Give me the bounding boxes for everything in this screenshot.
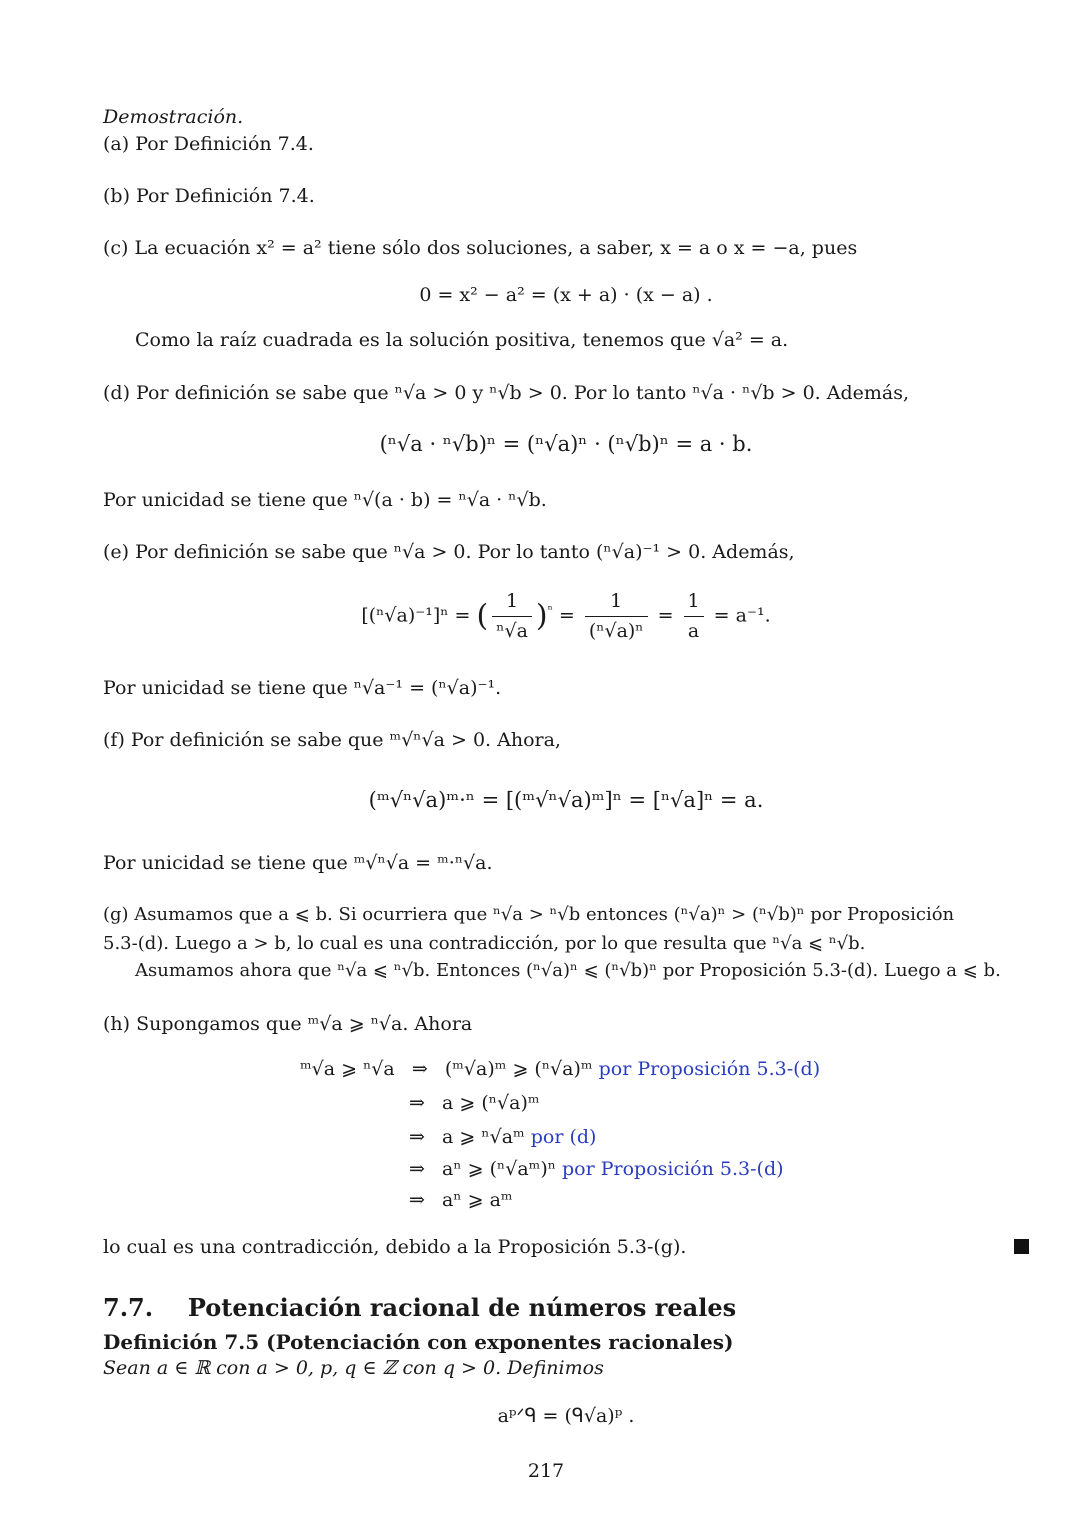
item-c-equation: 0 = x² − a² = (x + a) · (x − a) .	[419, 284, 713, 306]
section-number: 7.7.	[103, 1293, 154, 1322]
definition-equation: aᵖᐟᑫ = (ᑫ√a)ᵖ .	[497, 1405, 635, 1427]
item-f-conclusion: Por unicidad se tiene que ᵐ√ⁿ√a = ᵐ·ⁿ√a.	[103, 852, 493, 874]
step-expr: (ᵐ√a)ᵐ ⩾ (ⁿ√a)ᵐ	[444, 1058, 593, 1080]
eq-e-left: [(ⁿ√a)⁻¹]ⁿ =	[361, 604, 471, 627]
implies-icon: ⇒	[409, 1189, 425, 1211]
item-d: (d) Por definición se sabe que ⁿ√a > 0 y ⁿ√b > 0. Por lo tanto ⁿ√a · ⁿ√b > 0. Además,	[103, 382, 910, 404]
derivation-step-5	[398, 1191, 513, 1210]
frac-3	[684, 590, 704, 643]
frac-2	[585, 590, 648, 643]
item-f-equation: (ᵐ√ⁿ√a)ᵐ·ⁿ = [(ᵐ√ⁿ√a)ᵐ]ⁿ = [ⁿ√a]ⁿ = a.	[368, 788, 764, 812]
derivation-step-2	[398, 1094, 540, 1113]
step-ref: por Proposición 5.3-(d)	[598, 1058, 821, 1080]
frac-2-den: (ⁿ√a)ⁿ	[588, 619, 644, 642]
item-f: (f) Por definición se sabe que ᵐ√ⁿ√a > 0. Ahora,	[103, 729, 561, 751]
eq-e-exponent: ⁿ	[547, 602, 553, 617]
frac-3-den: a	[687, 619, 700, 642]
item-c-continuation: Como la raíz cuadrada es la solución positiva, tenemos que √a² = a.	[135, 329, 789, 351]
item-b: (b) Por Definición 7.4.	[103, 185, 315, 207]
derivation-step-4	[398, 1160, 784, 1179]
item-d-equation: (ⁿ√a · ⁿ√b)ⁿ = (ⁿ√a)ⁿ · (ⁿ√b)ⁿ = a · b.	[379, 432, 753, 456]
qed-square-icon	[1014, 1239, 1029, 1254]
item-e-conclusion: Por unicidad se tiene que ⁿ√a⁻¹ = (ⁿ√a)⁻¹.	[103, 677, 502, 699]
page-number: 217	[527, 1460, 565, 1482]
implies-icon: ⇒	[409, 1158, 425, 1180]
derivation-step-3	[398, 1128, 596, 1147]
item-d-conclusion: Por unicidad se tiene que ⁿ√(a · b) = ⁿ√a · ⁿ√b.	[103, 489, 547, 511]
implies-icon: ⇒	[409, 1126, 425, 1148]
frac-1	[492, 590, 532, 643]
step-expr: a ⩾ (ⁿ√a)ᵐ	[442, 1092, 540, 1114]
implies-icon: ⇒	[411, 1058, 428, 1080]
step-expr: aⁿ ⩾ aᵐ	[442, 1189, 513, 1211]
item-c: (c) La ecuación x² = a² tiene sólo dos soluciones, a saber, x = a o x = −a, pues	[103, 237, 858, 259]
item-e: (e) Por definición se sabe que ⁿ√a > 0. Por lo tanto (ⁿ√a)⁻¹ > 0. Además,	[103, 541, 795, 563]
frac-3-num: 1	[684, 590, 704, 617]
item-g-line-1: (g) Asumamos que a ⩽ b. Si ocurriera que ⁿ√a > ⁿ√b entonces (ⁿ√a)ⁿ > (ⁿ√b)ⁿ por Proposición	[103, 904, 955, 925]
item-e-equation: [(ⁿ√a)⁻¹]ⁿ = ( $\frac{1}{\text{ⁿ√a}}$ )$^{^n}$ = $\frac{1}{\text{(ⁿ√a)ⁿ}}$ = $\frac{1}{a}$ = a⁻¹.	[361, 590, 771, 642]
step-ref: por (d)	[530, 1126, 597, 1148]
item-g-line-2: 5.3-(d). Luego a > b, lo cual es una contradicción, por lo que resulta que ⁿ√a ⩽ ⁿ√b.	[103, 933, 866, 954]
frac-1-den: ⁿ√a	[496, 619, 528, 642]
step-expr: aⁿ ⩾ (ⁿ√aᵐ)ⁿ	[442, 1158, 556, 1180]
derivation-lhs: ᵐ√a ⩾ ⁿ√a	[300, 1058, 395, 1080]
definition-title: Definición 7.5 (Potenciación con exponentes racionales)	[103, 1330, 734, 1354]
frac-2-num: 1	[585, 590, 648, 617]
implies-icon: ⇒	[409, 1092, 425, 1114]
item-h-conclusion: lo cual es una contradicción, debido a la Proposición 5.3-(g).	[103, 1236, 687, 1258]
proof-heading: Demostración.	[103, 106, 244, 128]
eq-e-end: = a⁻¹.	[713, 604, 771, 627]
item-g-line-3: Asumamos ahora que ⁿ√a ⩽ ⁿ√b. Entonces (ⁿ√a)ⁿ ⩽ (ⁿ√b)ⁿ por Proposición 5.3-(d). Luego a ⩽ b.	[135, 960, 1001, 981]
frac-1-num: 1	[492, 590, 532, 617]
step-ref: por Proposición 5.3-(d)	[562, 1158, 784, 1180]
definition-text: Sean a ∈ ℝ con a > 0, p, q ∈ ℤ con q > 0. Definimos	[103, 1357, 604, 1379]
item-h: (h) Supongamos que ᵐ√a ⩾ ⁿ√a. Ahora	[103, 1013, 473, 1035]
derivation-step-1	[300, 1060, 820, 1079]
page	[103, 0, 1029, 1527]
section-heading	[103, 1293, 737, 1322]
section-title: Potenciación racional de números reales	[187, 1293, 737, 1322]
step-expr: a ⩾ ⁿ√aᵐ	[442, 1126, 525, 1148]
item-a: (a) Por Definición 7.4.	[103, 133, 314, 155]
